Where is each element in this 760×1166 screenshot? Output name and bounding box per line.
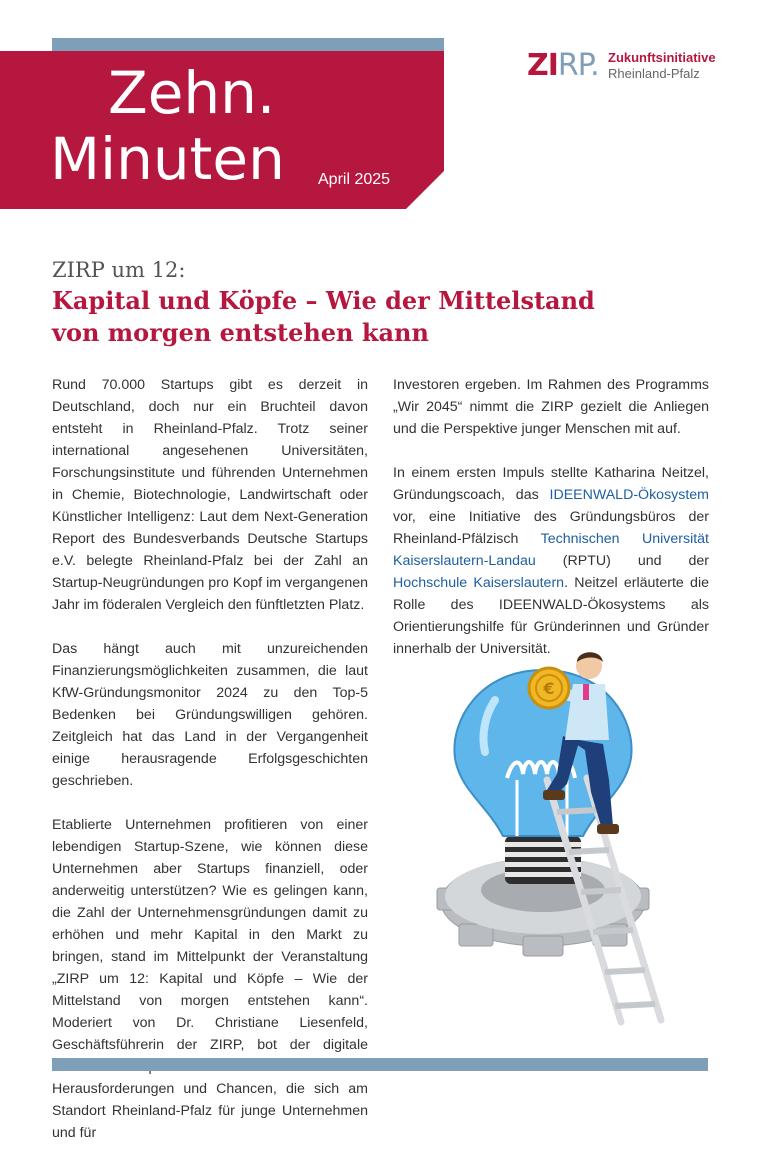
paragraph: Rund 70.000 Startups gibt es derzeit in Deutschland, doch nur ein Bruchteil davon entsteht in Rheinland-Pfalz. Trotz seiner international angesehenen Universitäten, Forschungsinstitute und führenden Unternehmen in Chemie, Biotechnologie, Landwirtschaft oder Künstlicher Intelligenz: Laut dem Next-Generation Report des Bundesverbands Deutsche Startups e.V. belegte Rheinland-Pfalz bei der Zahl an Startup-Neugründungen pro Kopf im vergangenen Jahr im föderalen Vergleich den fünftletzten Platz. (52, 377, 368, 613)
article-headline: Kapital und Köpfe – Wie der Mittelstand von morgen entstehen kann (52, 286, 595, 347)
bottom-rule (52, 1058, 708, 1071)
paragraph: Etablierte Unternehmen profitieren von einer lebendigen Startup-Szene, wie können diese Unternehmen aber Startups finanziell, oder anderweitig unterstützen? Wie es gelingen kann, die Zahl der Unternehmensgründungen damit zu erhöhen und mehr Kapital in den Markt zu bringen, stand im Mittelpunkt der Veranstaltung „ZIRP um 12: Kapital und Köpfe – Wie der Mittelstand von morgen entstehen kann“. Moderiert von Dr. Christiane Liesenfeld, Geschäftsführerin der ZIRP, bot der digitale Herausforderungen und Chancen, die sich am Standort Rheinland-Pfalz für junge Unternehmen und für (52, 817, 368, 1141)
paragraph: In einem ersten Impuls stellte Katharina Neitzel, Gründungscoach, das IDEENWALD-Ökosystem vor, eine Initiative des Gründungsbüros der Rheinland-Pfälzisch Technischen Universität Kaiserslautern-Landau (RPTU) und der Hochschule Kaiserslautern. Neitzel erläuterte die Rolle des IDEENWALD-Ökosystems als Orientierungshilfe für Gründerinnen und Gründer innerhalb der Universität. (393, 465, 709, 657)
paragraph: Investoren ergeben. Im Rahmen des Programms „Wir 2045“ nimmt die ZIRP gezielt die Anliegen und die Perspektive junger Menschen mit auf. (393, 377, 709, 437)
euro-symbol: € (543, 679, 555, 698)
logo-line-1: Zukunftsinitiative (608, 50, 716, 65)
logo-line-2: Rheinland-Pfalz (608, 66, 700, 81)
right-column (393, 374, 709, 682)
top-rule (52, 38, 444, 51)
issue-date: April 2025 (318, 171, 391, 188)
title-line-2: Minuten (50, 125, 285, 193)
link-ideenwald[interactable]: IDEENWALD-Ökosystem (549, 487, 709, 503)
zirp-logo[interactable] (527, 48, 717, 84)
title-line-1: Zehn. (108, 59, 276, 127)
lightbulb-ladder-coin-illustration (425, 640, 725, 1030)
logo-mark: ZIRP. (527, 48, 599, 83)
link-rptu[interactable]: Technischen Universität Kaiserslautern-Landau (393, 531, 709, 569)
left-column (52, 374, 368, 1166)
article-kicker: ZIRP um 12: (52, 258, 186, 282)
link-hochschule[interactable]: Hochschule Kaiserslautern (393, 575, 565, 591)
paragraph: Das hängt auch mit unzureichenden Finanzierungsmöglichkeiten zusammen, die laut KfW-Gründungsmonitor 2024 zu den Top-5 Bedenken bei Gründungswilligen gehören. Zeitgleich hat das Land in der Vergangenheit einige herausragende Erfolgsgeschichten geschrieben. (52, 641, 368, 789)
